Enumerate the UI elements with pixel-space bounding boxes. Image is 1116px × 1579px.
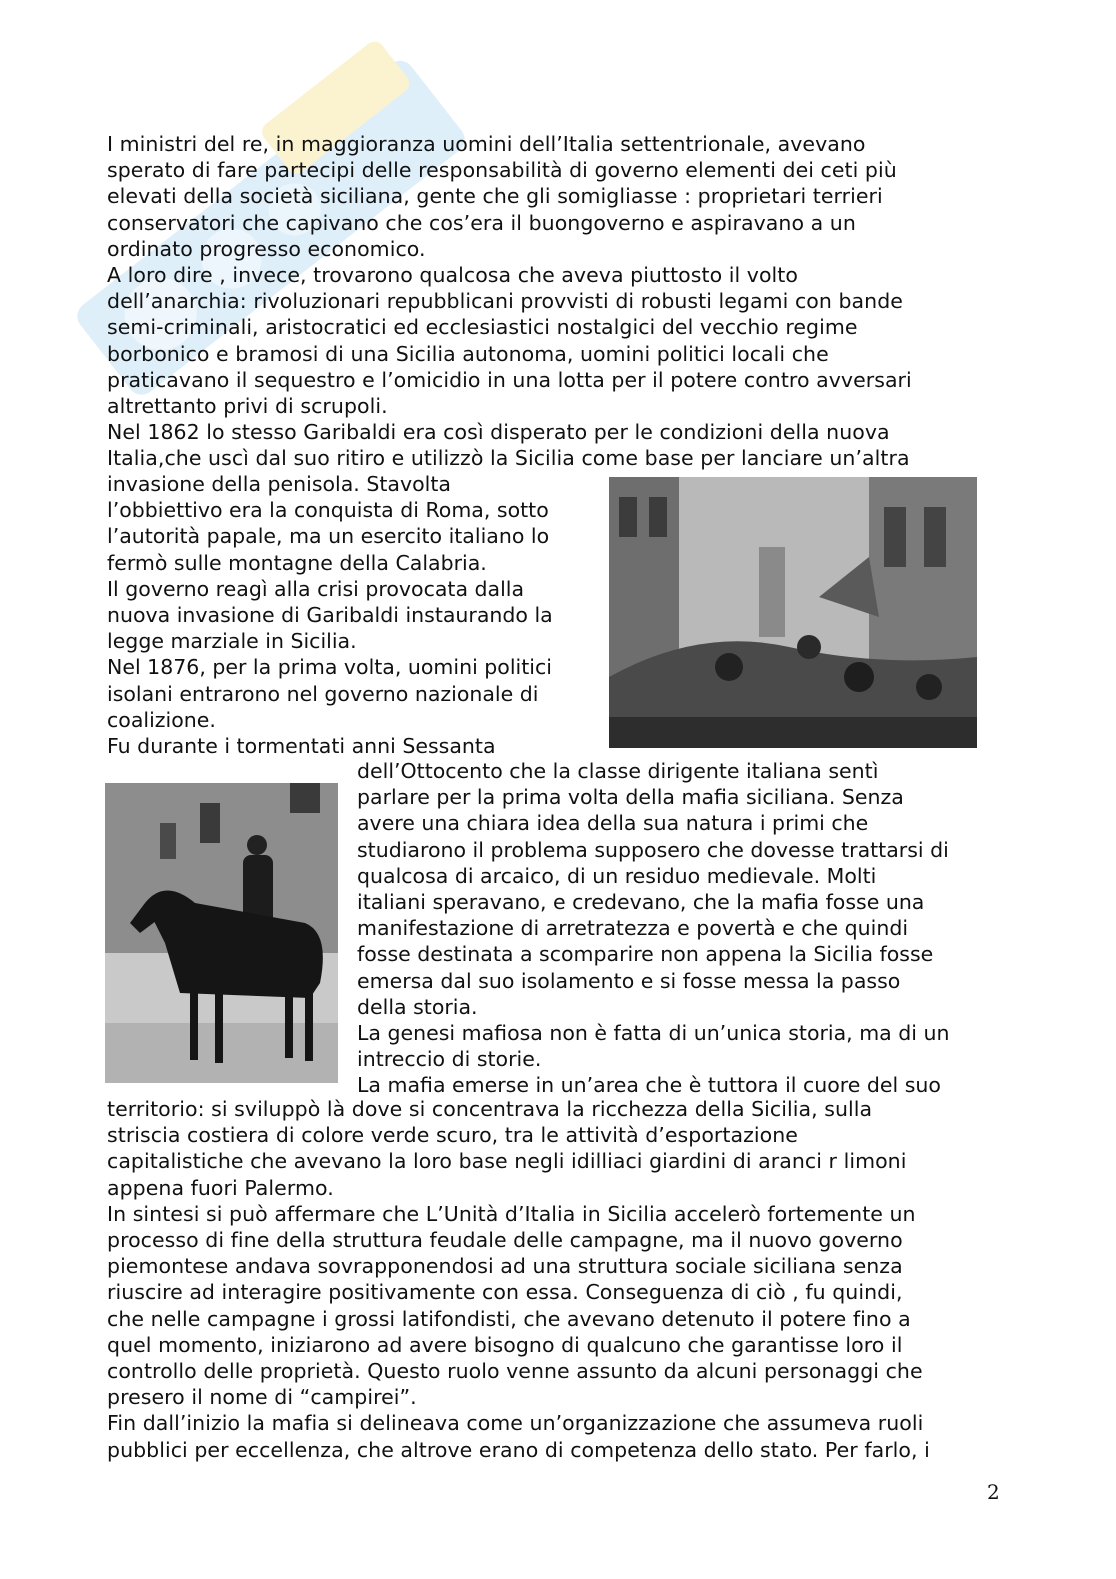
text-line: italiani speravano, e credevano, che la mafia fosse una bbox=[357, 890, 925, 915]
text-line: capitalistiche che avevano la loro base negli idilliaci giardini di aranci r limoni bbox=[107, 1149, 907, 1174]
text-line: l’autorità papale, ma un esercito italiano lo bbox=[107, 524, 550, 549]
text-line: presero il nome di “campirei”. bbox=[107, 1385, 417, 1410]
text-line: borbonico e bramosi di una Sicilia autonoma, uomini politici locali che bbox=[107, 341, 829, 366]
paragraph-ministri bbox=[107, 131, 1007, 262]
text-line: Nel 1862 lo stesso Garibaldi era così disperato per le condizioni della nuova bbox=[107, 420, 890, 444]
text-line: fermò sulle montagne della Calabria. bbox=[107, 550, 487, 575]
paragraph-anarchia bbox=[107, 262, 1007, 419]
text-line: ordinato progresso economico. bbox=[107, 236, 426, 261]
text-line: processo di fine della struttura feudale delle campagne, ma il nuovo governo bbox=[107, 1228, 903, 1253]
page-number: 2 bbox=[987, 1480, 1000, 1504]
text-line: Nel 1876, per la prima volta, uomini politici bbox=[107, 655, 552, 680]
text-line: nuova invasione di Garibaldi instaurando la bbox=[107, 603, 553, 628]
text-line: conservatori che capivano che cos’era il buongoverno e aspiravano a un bbox=[107, 210, 856, 235]
text-line: isolani entrarono nel governo nazionale di bbox=[107, 681, 539, 706]
text-line: In sintesi si può affermare che L’Unità d’Italia in Sicilia accelerò fortemente un bbox=[107, 1201, 916, 1226]
text-line: praticavano il sequestro e l’omicidio in una lotta per il potere contro avversari bbox=[107, 367, 912, 392]
text-line: elevati della società siciliana, gente che gli somigliasse : proprietari terrieri bbox=[107, 184, 883, 209]
text-line: striscia costiera di colore verde scuro, tra le attività d’esportazione bbox=[107, 1123, 798, 1148]
battle-engraving-image bbox=[609, 477, 977, 748]
text-line: Fin dall’inizio la mafia si delineava come un’organizzazione che assumeva ruoli bbox=[107, 1411, 924, 1436]
text-line: parlare per la prima volta della mafia siciliana. Senza bbox=[357, 785, 904, 810]
text-line: dell’anarchia: rivoluzionari repubblicani provvisti di robusti legami con bande bbox=[107, 289, 903, 314]
text-line: della storia. bbox=[357, 994, 478, 1019]
paragraph-garibaldi bbox=[107, 419, 1007, 471]
text-line: dell’Ottocento che la classe dirigente italiana sentì bbox=[357, 759, 879, 783]
text-line: intreccio di storie. bbox=[357, 1047, 542, 1072]
right-column-text bbox=[357, 758, 1007, 1099]
text-line: Il governo reagì alla crisi provocata dalla bbox=[107, 576, 525, 601]
text-line: manifestazione di arretratezza e povertà e che quindi bbox=[357, 916, 909, 941]
text-line: appena fuori Palermo. bbox=[107, 1175, 334, 1200]
text-line: La genesi mafiosa non è fatta di un’unica storia, ma di un bbox=[357, 1021, 950, 1046]
text-line: pubblici per eccellenza, che altrove erano di competenza dello stato. Per farlo, i bbox=[107, 1437, 930, 1462]
text-line: controllo delle proprietà. Questo ruolo venne assunto da alcuni personaggi che bbox=[107, 1359, 923, 1384]
text-line: coalizione. bbox=[107, 707, 216, 732]
text-line: riuscire ad interagire positivamente con essa. Conseguenza di ciò , fu quindi, bbox=[107, 1280, 903, 1305]
horse-rider-photo bbox=[105, 783, 338, 1083]
text-line: semi-criminali, aristocratici ed ecclesiastici nostalgici del vecchio regime bbox=[107, 315, 858, 340]
text-line: invasione della penisola. Stavolta bbox=[107, 472, 451, 496]
text-line: altrettanto privi di scrupoli. bbox=[107, 394, 388, 419]
text-line: A loro dire , invece, trovarono qualcosa che aveva piuttosto il volto bbox=[107, 263, 798, 287]
text-line: legge marziale in Sicilia. bbox=[107, 629, 357, 654]
paragraph-territorio bbox=[107, 1096, 1007, 1463]
text-line: fosse destinata a scomparire non appena la Sicilia fosse bbox=[357, 942, 934, 967]
text-line: studiarono il problema supposero che dovesse trattarsi di bbox=[357, 837, 949, 862]
text-line: l’obbiettivo era la conquista di Roma, sotto bbox=[107, 498, 549, 523]
text-line: qualcosa di arcaico, di un residuo medievale. Molti bbox=[357, 863, 877, 888]
text-line: Fu durante i tormentati anni Sessanta bbox=[107, 734, 496, 759]
text-line: La mafia emerse in un’area che è tuttora il cuore del suo bbox=[357, 1073, 941, 1098]
text-line: emersa dal suo isolamento e si fosse messa la passo bbox=[357, 968, 901, 993]
text-line: sperato di fare partecipi delle responsabilità di governo elementi dei ceti più bbox=[107, 158, 897, 183]
text-line: Italia,che uscì dal suo ritiro e utilizzò la Sicilia come base per lanciare un’altra bbox=[107, 446, 910, 471]
text-line: piemontese andava sovrapponendosi ad una struttura sociale siciliana senza bbox=[107, 1254, 903, 1279]
text-line: I ministri del re, in maggioranza uomini dell’Italia settentrionale, avevano bbox=[107, 132, 866, 156]
left-column-text bbox=[107, 471, 597, 759]
text-line: che nelle campagne i grossi latifondisti, che avevano detenuto il potere fino a bbox=[107, 1306, 911, 1331]
text-line: quel momento, iniziarono ad avere bisogno di qualcuno che garantisse loro il bbox=[107, 1332, 903, 1357]
text-line: territorio: si sviluppò là dove si concentrava la ricchezza della Sicilia, sulla bbox=[107, 1097, 873, 1121]
text-line: avere una chiara idea della sua natura i primi che bbox=[357, 811, 869, 836]
